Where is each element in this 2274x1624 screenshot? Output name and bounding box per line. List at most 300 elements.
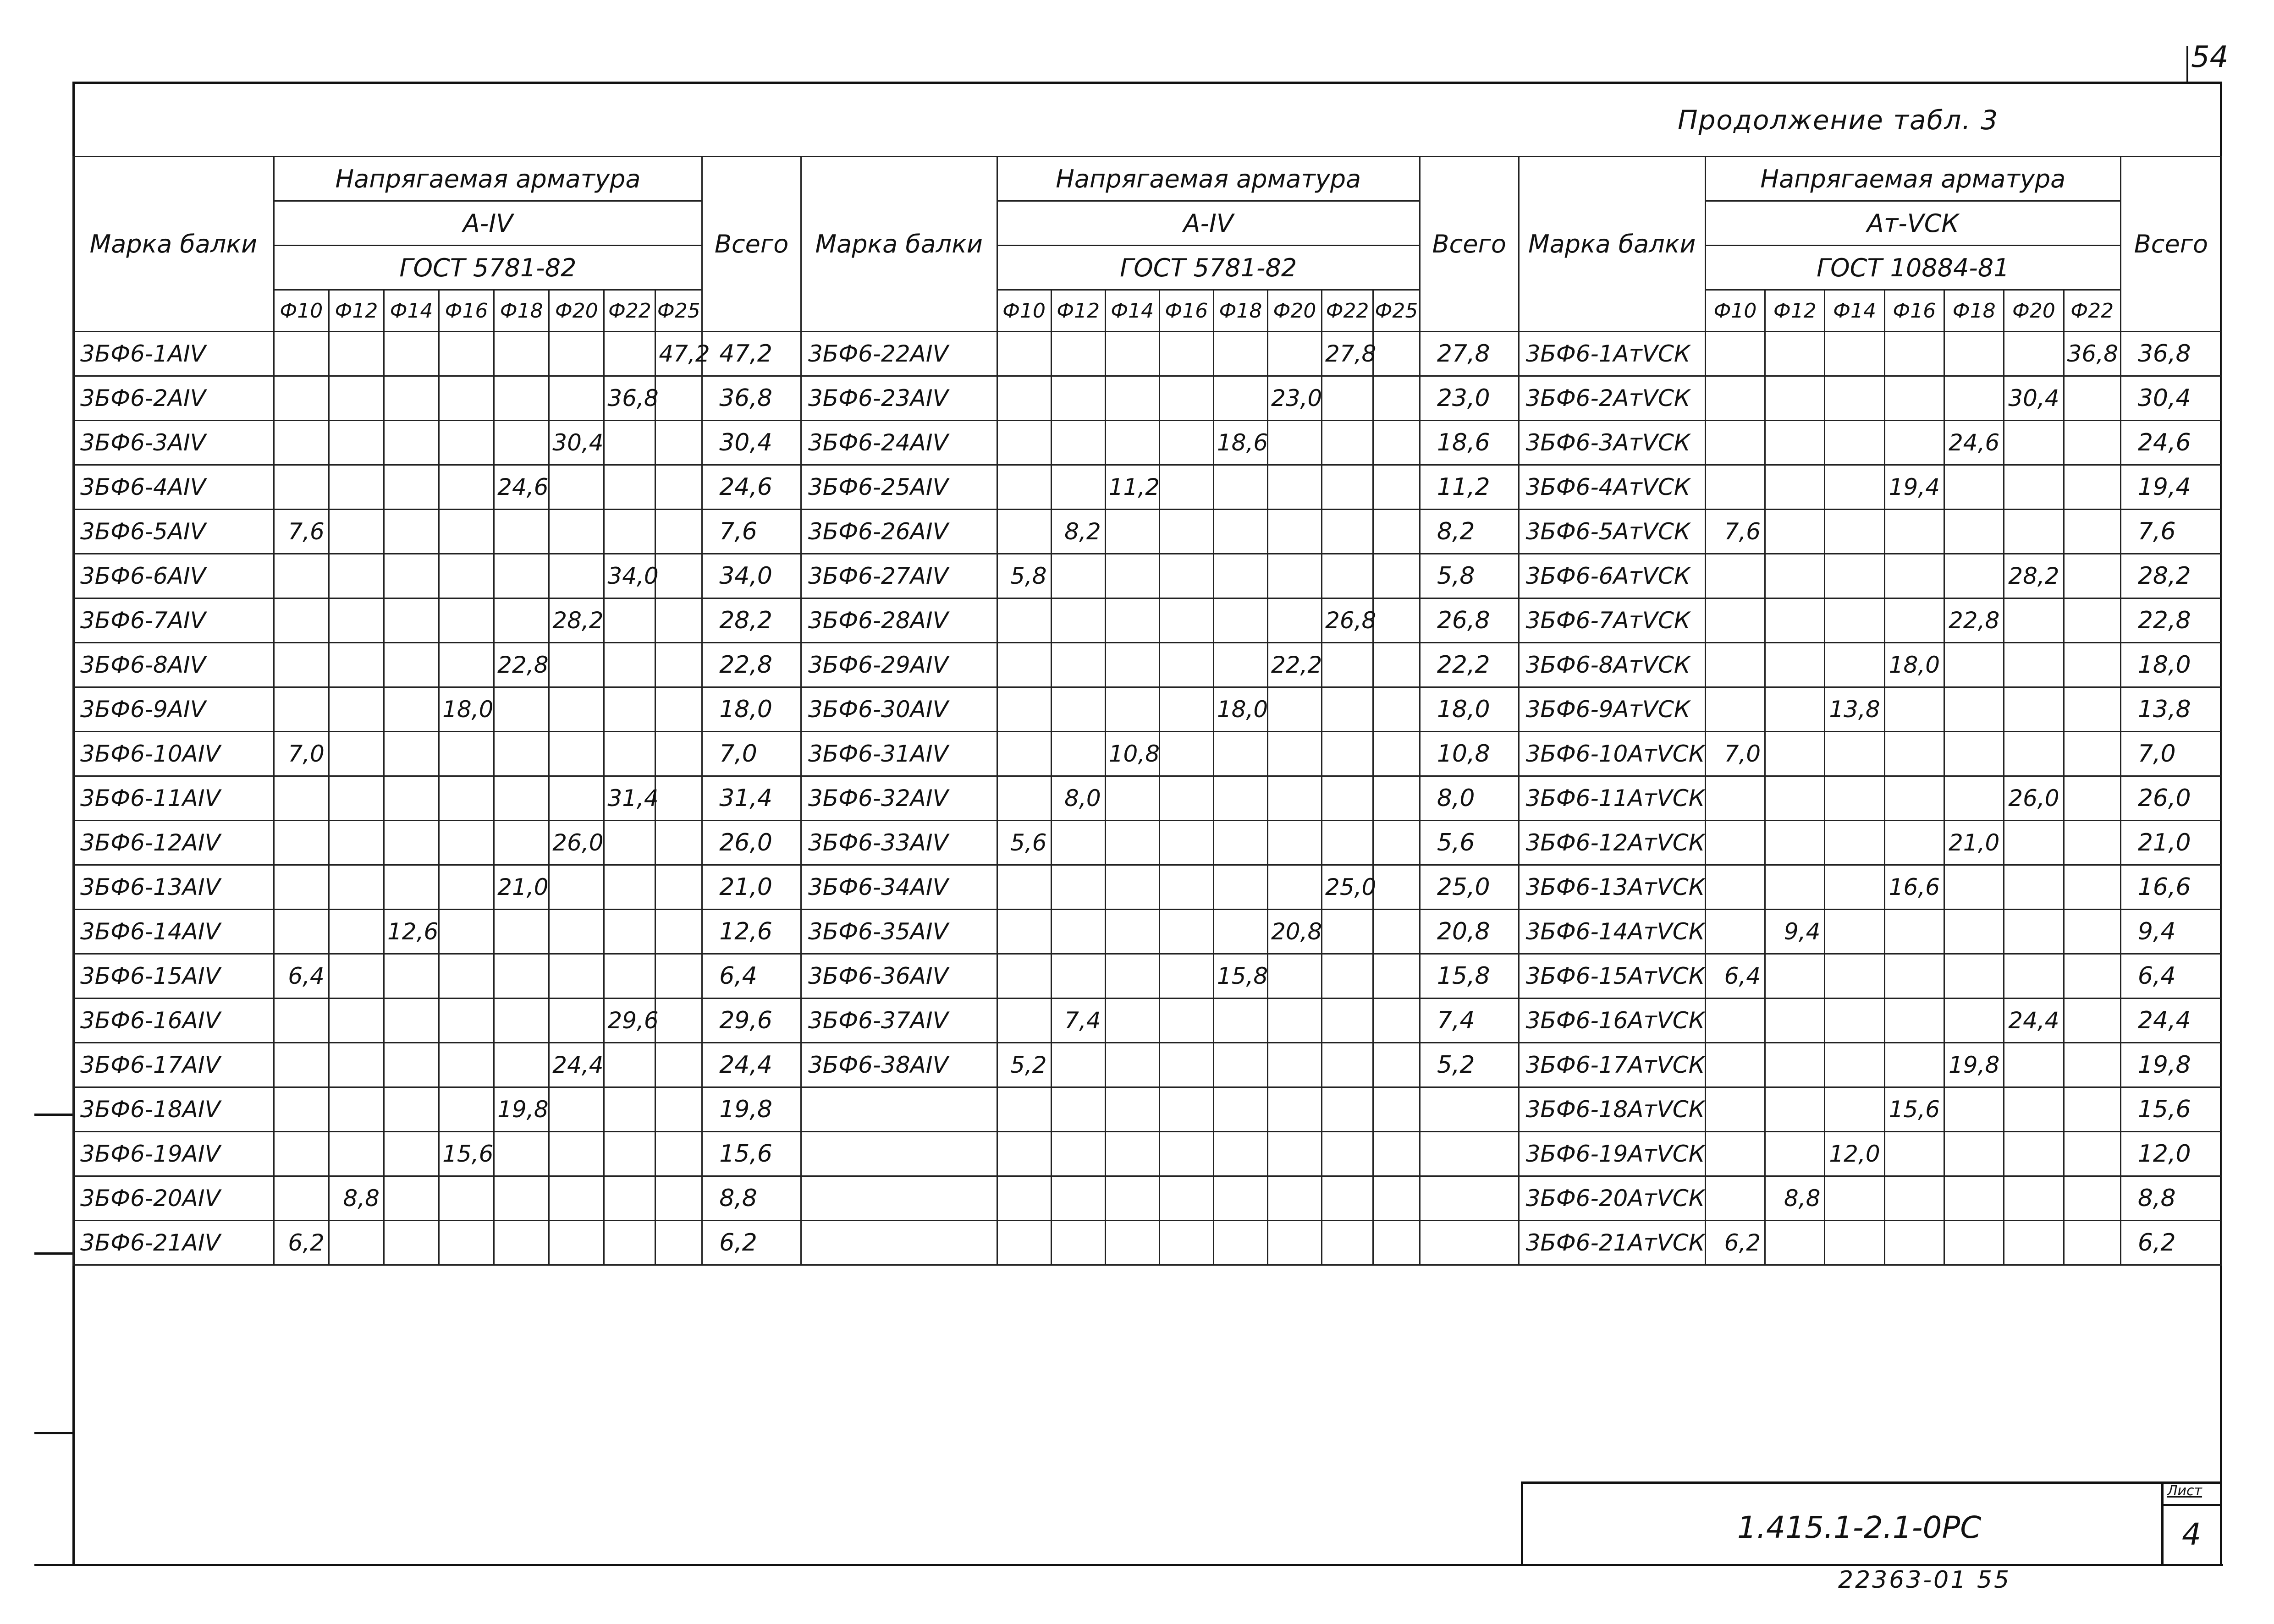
rebar-mass-cell (329, 732, 384, 776)
rebar-mass-cell (1944, 1221, 2004, 1265)
rebar-mass-cell (384, 1087, 439, 1132)
rebar-mass-cell (1159, 1132, 1213, 1176)
beam-mark-cell: 3БФ6-3АтVСК (1519, 421, 1705, 465)
total-cell: 22,8 (2120, 598, 2221, 643)
total-cell: 5,2 (1420, 1043, 1519, 1087)
rebar-mass-cell (549, 1132, 604, 1176)
header-diameter: Ф18 (1213, 290, 1267, 332)
rebar-mass-cell (274, 821, 329, 865)
rebar-mass-cell (997, 643, 1051, 687)
rebar-mass-cell (1051, 643, 1105, 687)
beam-mark-cell: 3БФ6-20АтVСК (1519, 1176, 1705, 1221)
rebar-mass-cell (1159, 999, 1213, 1043)
total-cell: 13,8 (2120, 687, 2221, 732)
sheet-label: Лист (2167, 1483, 2202, 1499)
rebar-mass-cell (549, 332, 604, 376)
header-diameter: Ф18 (1944, 290, 2004, 332)
table-row (73, 332, 2222, 376)
rebar-mass-cell (1705, 1132, 1765, 1176)
rebar-mass-cell (1884, 1176, 1944, 1221)
rebar-mass-cell (2004, 598, 2064, 643)
header-diameter: Ф12 (1765, 290, 1825, 332)
rebar-mass-cell (2064, 1176, 2120, 1221)
rebar-mass-cell (1765, 954, 1825, 999)
rebar-mass-cell (384, 554, 439, 598)
total-cell: 7,6 (702, 510, 801, 554)
rebar-mass-cell (1267, 598, 1321, 643)
rebar-mass-cell (1267, 554, 1321, 598)
rebar-mass-cell (1765, 999, 1825, 1043)
rebar-mass-cell (384, 1043, 439, 1087)
rebar-mass-cell (494, 910, 549, 954)
rebar-mass-cell (1765, 465, 1825, 510)
beam-mark-cell: 3БФ6-16АтVСК (1519, 999, 1705, 1043)
rebar-mass-cell: 10,8 (1105, 732, 1159, 776)
rebar-mass-cell (2064, 954, 2120, 999)
rebar-mass-cell (1765, 732, 1825, 776)
rebar-mass-cell (1159, 554, 1213, 598)
header-prestressed: Напрягаемая арматура (997, 157, 1420, 201)
rebar-mass-cell: 8,8 (1765, 1176, 1825, 1221)
header-diameter: Ф12 (329, 290, 384, 332)
rebar-mass-cell (329, 1087, 384, 1132)
total-cell: 12,0 (2120, 1132, 2221, 1176)
beam-mark-cell: 3БФ6-3АIV (73, 421, 274, 465)
sheet-box-divider (2161, 1504, 2222, 1506)
table-continuation-label: Продолжение табл. 3 (1678, 104, 1999, 136)
rebar-mass-cell (1373, 910, 1420, 954)
rebar-mass-cell (997, 865, 1051, 910)
rebar-mass-cell (1884, 687, 1944, 732)
rebar-mass-cell: 22,8 (494, 643, 549, 687)
total-cell: 27,8 (1420, 332, 1519, 376)
rebar-mass-cell (1765, 1132, 1825, 1176)
rebar-mass-cell: 26,0 (2004, 776, 2064, 821)
beam-mark-cell (801, 1221, 997, 1265)
table-row (73, 1043, 2222, 1087)
rebar-mass-cell (1765, 687, 1825, 732)
binding-margin-tick (34, 1114, 73, 1116)
table-row (73, 554, 2222, 598)
rebar-mass-cell: 20,8 (1267, 910, 1321, 954)
rebar-mass-cell (1105, 865, 1159, 910)
beam-mark-cell: 3БФ6-6АIV (73, 554, 274, 598)
beam-mark-cell: 3БФ6-5АтVСК (1519, 510, 1705, 554)
beam-mark-cell: 3БФ6-37АIV (801, 999, 997, 1043)
rebar-mass-cell (1105, 554, 1159, 598)
rebar-mass-cell (1765, 1043, 1825, 1087)
total-cell: 15,6 (702, 1132, 801, 1176)
rebar-mass-cell (1051, 1043, 1105, 1087)
rebar-mass-cell (494, 687, 549, 732)
rebar-mass-cell (1884, 332, 1944, 376)
rebar-mass-cell: 18,0 (1213, 687, 1267, 732)
rebar-mass-cell (2004, 421, 2064, 465)
rebar-mass-cell (1105, 1176, 1159, 1221)
rebar-mass-cell: 6,2 (1705, 1221, 1765, 1265)
rebar-mass-cell (384, 465, 439, 510)
rebar-mass-cell (997, 1132, 1051, 1176)
rebar-mass-cell (274, 1043, 329, 1087)
rebar-mass-cell (1051, 1087, 1105, 1132)
beam-mark-cell: 3БФ6-9АтVСК (1519, 687, 1705, 732)
rebar-mass-cell (1373, 1176, 1420, 1221)
rebar-mass-cell (1765, 332, 1825, 376)
rebar-mass-cell (439, 776, 494, 821)
rebar-mass-cell (329, 598, 384, 643)
reinforcement-table (72, 156, 2222, 1266)
total-cell: 21,0 (2120, 821, 2221, 865)
rebar-mass-cell (1373, 776, 1420, 821)
rebar-mass-cell (1267, 687, 1321, 732)
total-cell: 10,8 (1420, 732, 1519, 776)
rebar-mass-cell: 28,2 (549, 598, 604, 643)
rebar-mass-cell (2064, 821, 2120, 865)
total-cell: 47,2 (702, 332, 801, 376)
rebar-mass-cell (1213, 910, 1267, 954)
total-cell: 36,8 (2120, 332, 2221, 376)
rebar-mass-cell (1322, 999, 1373, 1043)
sheet-number: 54 (2191, 40, 2229, 74)
rebar-mass-cell (2004, 865, 2064, 910)
beam-mark-cell: 3БФ6-21АтVСК (1519, 1221, 1705, 1265)
header-diameter: Ф10 (274, 290, 329, 332)
total-cell: 30,4 (2120, 376, 2221, 421)
rebar-mass-cell (1373, 510, 1420, 554)
beam-mark-cell: 3БФ6-28АIV (801, 598, 997, 643)
rebar-mass-cell (439, 865, 494, 910)
rebar-mass-cell: 9,4 (1765, 910, 1825, 954)
rebar-mass-cell (997, 910, 1051, 954)
beam-mark-cell: 3БФ6-13АIV (73, 865, 274, 910)
rebar-mass-cell (549, 732, 604, 776)
rebar-mass-cell (1159, 954, 1213, 999)
rebar-mass-cell (329, 643, 384, 687)
rebar-mass-cell (2004, 732, 2064, 776)
rebar-mass-cell (329, 865, 384, 910)
rebar-mass-cell (494, 954, 549, 999)
rebar-mass-cell (1765, 865, 1825, 910)
header-diameter: Ф22 (604, 290, 655, 332)
rebar-mass-cell (604, 598, 655, 643)
total-cell: 19,4 (2120, 465, 2221, 510)
beam-mark-cell: 3БФ6-19АIV (73, 1132, 274, 1176)
rebar-mass-cell (384, 332, 439, 376)
rebar-mass-cell (494, 999, 549, 1043)
rebar-mass-cell (439, 1176, 494, 1221)
rebar-mass-cell (1213, 1087, 1267, 1132)
rebar-mass-cell: 23,0 (1267, 376, 1321, 421)
total-cell: 24,6 (2120, 421, 2221, 465)
rebar-mass-cell (439, 510, 494, 554)
rebar-mass-cell: 15,8 (1213, 954, 1267, 999)
rebar-mass-cell (655, 643, 702, 687)
beam-mark-cell: 3БФ6-22АIV (801, 332, 997, 376)
rebar-mass-cell (1705, 465, 1765, 510)
rebar-mass-cell (329, 1132, 384, 1176)
header-standard: ГОСТ 5781-82 (997, 246, 1420, 290)
rebar-mass-cell: 15,6 (1884, 1087, 1944, 1132)
rebar-mass-cell (1051, 376, 1105, 421)
rebar-mass-cell (1213, 643, 1267, 687)
header-standard: ГОСТ 10884-81 (1705, 246, 2120, 290)
rebar-mass-cell: 11,2 (1105, 465, 1159, 510)
table-row (73, 1132, 2222, 1176)
total-cell: 15,8 (1420, 954, 1519, 999)
beam-mark-cell: 3БФ6-19АтVСК (1519, 1132, 1705, 1176)
table-row (73, 1176, 2222, 1221)
rebar-mass-cell (384, 421, 439, 465)
rebar-mass-cell (329, 421, 384, 465)
rebar-mass-cell (1705, 687, 1765, 732)
rebar-mass-cell (494, 1176, 549, 1221)
rebar-mass-cell (1825, 776, 1884, 821)
rebar-mass-cell: 18,0 (439, 687, 494, 732)
beam-mark-cell: 3БФ6-30АIV (801, 687, 997, 732)
rebar-mass-cell (1825, 421, 1884, 465)
rebar-mass-cell (494, 598, 549, 643)
table-row (73, 643, 2222, 687)
rebar-mass-cell (1825, 465, 1884, 510)
rebar-mass-cell (1105, 1087, 1159, 1132)
rebar-mass-cell: 6,4 (274, 954, 329, 999)
rebar-mass-cell (1105, 1221, 1159, 1265)
rebar-mass-cell (1705, 332, 1765, 376)
total-cell: 28,2 (2120, 554, 2221, 598)
rebar-mass-cell (1705, 821, 1765, 865)
rebar-mass-cell (1213, 465, 1267, 510)
rebar-mass-cell (439, 954, 494, 999)
beam-mark-cell: 3БФ6-17АтVСК (1519, 1043, 1705, 1087)
rebar-mass-cell (604, 954, 655, 999)
rebar-mass-cell (1884, 954, 1944, 999)
rebar-mass-cell (2064, 687, 2120, 732)
rebar-mass-cell (997, 1176, 1051, 1221)
beam-mark-cell: 3БФ6-11АIV (73, 776, 274, 821)
rebar-mass-cell (1159, 332, 1213, 376)
rebar-mass-cell (1705, 643, 1765, 687)
rebar-mass-cell (1765, 1087, 1825, 1132)
rebar-mass-cell (1322, 732, 1373, 776)
rebar-mass-cell (1267, 332, 1321, 376)
rebar-mass-cell (549, 776, 604, 821)
rebar-mass-cell (1373, 1043, 1420, 1087)
rebar-mass-cell (1267, 776, 1321, 821)
header-diameter: Ф16 (1884, 290, 1944, 332)
beam-mark-cell: 3БФ6-10АтVСК (1519, 732, 1705, 776)
rebar-mass-cell (1884, 598, 1944, 643)
rebar-mass-cell (1267, 1087, 1321, 1132)
header-diameter: Ф22 (2064, 290, 2120, 332)
rebar-mass-cell (655, 465, 702, 510)
rebar-mass-cell (439, 376, 494, 421)
total-cell: 11,2 (1420, 465, 1519, 510)
rebar-mass-cell (655, 376, 702, 421)
header-diameter: Ф25 (1373, 290, 1420, 332)
rebar-mass-cell (1705, 776, 1765, 821)
rebar-mass-cell (1159, 821, 1213, 865)
header-beam-mark: Марка балки (73, 157, 274, 332)
rebar-mass-cell (2004, 687, 2064, 732)
rebar-mass-cell (604, 865, 655, 910)
rebar-mass-cell (1825, 732, 1884, 776)
rebar-mass-cell (2004, 1221, 2064, 1265)
rebar-mass-cell: 28,2 (2004, 554, 2064, 598)
rebar-mass-cell (274, 376, 329, 421)
rebar-mass-cell (1944, 776, 2004, 821)
beam-mark-cell: 3БФ6-20АIV (73, 1176, 274, 1221)
table-row (73, 776, 2222, 821)
rebar-mass-cell (655, 1043, 702, 1087)
rebar-mass-cell (329, 465, 384, 510)
total-cell: 21,0 (702, 865, 801, 910)
rebar-mass-cell (439, 999, 494, 1043)
rebar-mass-cell (1213, 821, 1267, 865)
header-diameter: Ф14 (1825, 290, 1884, 332)
rebar-mass-cell: 36,8 (604, 376, 655, 421)
beam-mark-cell: 3БФ6-34АIV (801, 865, 997, 910)
total-cell: 6,4 (702, 954, 801, 999)
rebar-mass-cell: 8,0 (1051, 776, 1105, 821)
rebar-mass-cell (1105, 1132, 1159, 1176)
rebar-mass-cell (549, 376, 604, 421)
rebar-mass-cell (1051, 732, 1105, 776)
header-total: Всего (2120, 157, 2221, 332)
table-row (73, 421, 2222, 465)
header-standard: ГОСТ 5781-82 (274, 246, 702, 290)
rebar-mass-cell (1322, 910, 1373, 954)
rebar-mass-cell (997, 510, 1051, 554)
beam-mark-cell: 3БФ6-27АIV (801, 554, 997, 598)
rebar-mass-cell (604, 421, 655, 465)
rebar-mass-cell (604, 1132, 655, 1176)
header-beam-mark: Марка балки (801, 157, 997, 332)
rebar-mass-cell (549, 465, 604, 510)
rebar-mass-cell (604, 1221, 655, 1265)
rebar-mass-cell (1373, 554, 1420, 598)
rebar-mass-cell (1051, 465, 1105, 510)
total-cell: 26,0 (2120, 776, 2221, 821)
rebar-mass-cell: 12,0 (1825, 1132, 1884, 1176)
rebar-mass-cell (1105, 999, 1159, 1043)
rebar-mass-cell (1105, 598, 1159, 643)
rebar-mass-cell (1884, 776, 1944, 821)
rebar-mass-cell (1051, 332, 1105, 376)
rebar-mass-cell (439, 598, 494, 643)
beam-mark-cell: 3БФ6-38АIV (801, 1043, 997, 1087)
rebar-mass-cell (2004, 1176, 2064, 1221)
rebar-mass-cell (1213, 332, 1267, 376)
total-cell: 7,6 (2120, 510, 2221, 554)
rebar-mass-cell (1884, 999, 1944, 1043)
rebar-mass-cell (1267, 510, 1321, 554)
rebar-mass-cell (2064, 1043, 2120, 1087)
total-cell: 34,0 (702, 554, 801, 598)
rebar-mass-cell: 27,8 (1322, 332, 1373, 376)
rebar-mass-cell (1373, 1132, 1420, 1176)
beam-mark-cell: 3БФ6-14АтVСК (1519, 910, 1705, 954)
total-cell: 6,4 (2120, 954, 2221, 999)
rebar-mass-cell (655, 510, 702, 554)
rebar-mass-cell (1825, 643, 1884, 687)
rebar-mass-cell (1884, 910, 1944, 954)
rebar-mass-cell (1373, 687, 1420, 732)
rebar-mass-cell (439, 421, 494, 465)
rebar-mass-cell (2064, 421, 2120, 465)
rebar-mass-cell (274, 865, 329, 910)
rebar-mass-cell (439, 1221, 494, 1265)
header-beam-mark: Марка балки (1519, 157, 1705, 332)
rebar-mass-cell (655, 554, 702, 598)
rebar-mass-cell: 8,8 (329, 1176, 384, 1221)
total-cell: 12,6 (702, 910, 801, 954)
rebar-mass-cell (655, 821, 702, 865)
rebar-mass-cell (494, 821, 549, 865)
table-row (73, 732, 2222, 776)
rebar-mass-cell (274, 910, 329, 954)
rebar-mass-cell (1051, 1176, 1105, 1221)
rebar-mass-cell (1105, 376, 1159, 421)
beam-mark-cell: 3БФ6-33АIV (801, 821, 997, 865)
rebar-mass-cell: 16,6 (1884, 865, 1944, 910)
rebar-mass-cell (384, 598, 439, 643)
header-total: Всего (702, 157, 801, 332)
rebar-mass-cell (2064, 776, 2120, 821)
beam-mark-cell: 3БФ6-7АтVСК (1519, 598, 1705, 643)
beam-mark-cell: 3БФ6-13АтVСК (1519, 865, 1705, 910)
rebar-mass-cell (1322, 643, 1373, 687)
rebar-mass-cell (655, 732, 702, 776)
rebar-mass-cell (274, 332, 329, 376)
rebar-mass-cell: 15,6 (439, 1132, 494, 1176)
rebar-mass-cell (1825, 865, 1884, 910)
rebar-mass-cell (384, 776, 439, 821)
total-cell: 22,2 (1420, 643, 1519, 687)
rebar-mass-cell (2004, 1132, 2064, 1176)
rebar-mass-cell (494, 776, 549, 821)
header-diameter: Ф20 (1267, 290, 1321, 332)
rebar-mass-cell (604, 643, 655, 687)
rebar-mass-cell (1051, 910, 1105, 954)
rebar-mass-cell (997, 1087, 1051, 1132)
rebar-mass-cell (384, 999, 439, 1043)
rebar-mass-cell (1373, 421, 1420, 465)
rebar-mass-cell (1159, 1043, 1213, 1087)
rebar-mass-cell (1267, 1043, 1321, 1087)
rebar-mass-cell (1159, 1221, 1213, 1265)
table-row (73, 821, 2222, 865)
rebar-mass-cell (655, 687, 702, 732)
beam-mark-cell: 3БФ6-10АIV (73, 732, 274, 776)
rebar-mass-cell (2004, 332, 2064, 376)
rebar-mass-cell (1267, 999, 1321, 1043)
rebar-mass-cell (1884, 732, 1944, 776)
rebar-mass-cell: 6,4 (1705, 954, 1765, 999)
beam-mark-cell: 3БФ6-8АIV (73, 643, 274, 687)
rebar-mass-cell (439, 732, 494, 776)
rebar-mass-cell (384, 865, 439, 910)
rebar-mass-cell: 7,6 (1705, 510, 1765, 554)
beam-mark-cell: 3БФ6-25АIV (801, 465, 997, 510)
rebar-mass-cell (1159, 1087, 1213, 1132)
rebar-mass-cell (1825, 954, 1884, 999)
rebar-mass-cell (1213, 776, 1267, 821)
rebar-mass-cell (1705, 598, 1765, 643)
rebar-mass-cell (2064, 643, 2120, 687)
rebar-mass-cell (1825, 554, 1884, 598)
header-prestressed: Напрягаемая арматура (1705, 157, 2120, 201)
rebar-mass-cell (655, 1176, 702, 1221)
